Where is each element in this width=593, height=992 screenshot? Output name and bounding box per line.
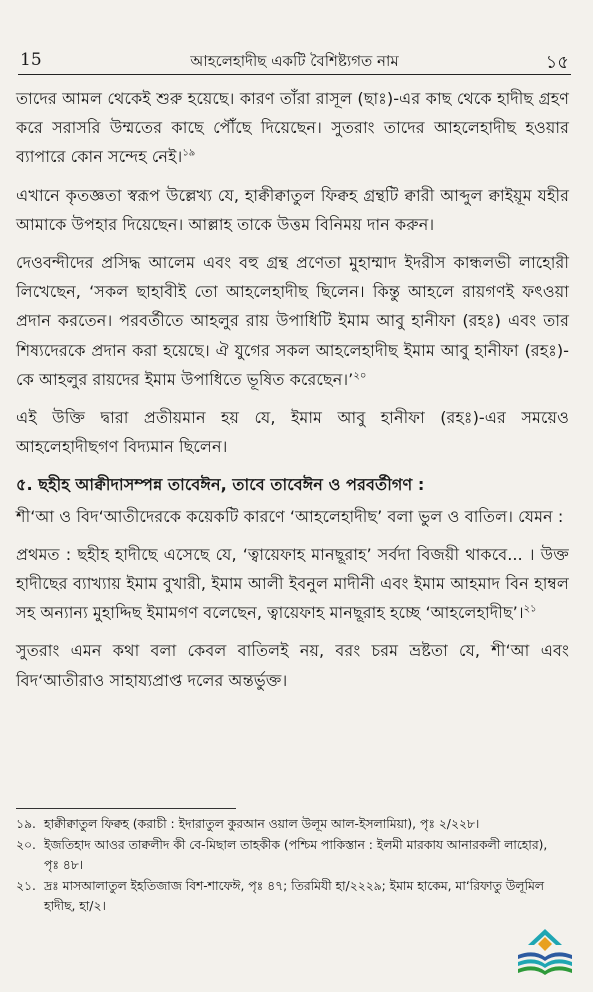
paragraph-6-text: প্রথমত : ছহীহ হাদীছে এসেছে যে, ‘ত্বায়েফাহ মানছূরাহ’ সর্বদা বিজয়ী থাকবে... । উক্ত হাদীছের ব্যাখ্যায় ইমাম বুখারী, ইমাম আলী ইবনুল মাদীনী এবং ইমাম আহমাদ বিন হাম্বল সহ অন্যান্য মুহাদ্দিছ ইমামগণ বলেছেন, ত্বায়েফাহ মানছূরাহ হচ্ছে ‘আহলেহাদীছ’। bbox=[16, 544, 569, 623]
footnote-ref-20: ২০ bbox=[353, 370, 367, 382]
page-number-left: 15 bbox=[20, 50, 42, 70]
footnote-ref-21: ২১ bbox=[523, 603, 537, 615]
footnote-text: ইজতিহাদ আওর তাক্বলীদ কী বে-মিছাল তাহকীক (পশ্চিম পাকিস্তান : ইলমী মারকায আনারকলী লাহোর), পৃঃ ৪৮। bbox=[44, 837, 548, 872]
main-text bbox=[16, 84, 569, 704]
footnote-divider bbox=[16, 808, 236, 809]
publisher-logo-icon bbox=[512, 925, 578, 980]
footnote-item bbox=[16, 814, 559, 835]
logo-book-top-shape bbox=[518, 952, 572, 961]
paragraph-3-text: দেওবন্দীদের প্রসিদ্ধ আলেম এবং বহু গ্রন্থ প্রণেতা মুহাম্মাদ ইদরীস কান্ধলভী লাহোরী লিখেছেন, ‘সকল ছাহাবীই তো আহলেহাদীছ ছিলেন। কিন্তু আহলে রায়গণই ফৎওয়া প্রদান করতেন। পরবর্তীতে আহলুর রায় উপাধিটি ইমাম আবু হানীফা (রহঃ) এবং তার শিষ্যদেরকে প্রদান করা হয়েছে। ঐ যুগের সকল আহলেহাদীছ ইমাম আবু হানীফা (রহঃ)-কে আহলুর রায়দের ইমাম উপাধিতে ভূষিত করেছেন।’ bbox=[16, 253, 569, 389]
paragraph-5: শী‘আ ও বিদ‘আতীদেরকে কয়েকটি কারণে ‘আহলেহাদীছ’ বলা ভুল ও বাতিল। যেমন : bbox=[16, 506, 564, 526]
running-title: আহলেহাদীছ একটি বৈশিষ্ট্যগত নাম bbox=[190, 52, 399, 70]
footnote-number: ১৯. bbox=[16, 817, 36, 831]
footnote-item bbox=[16, 835, 559, 876]
footnote-text: হাক্বীক্বাতুল ফিক্বহ (করাচী : ইদারাতুল কুরআন ওয়াল উলূম আল-ইসলামিয়া), পৃঃ ২/২২৮। bbox=[44, 817, 480, 831]
footnote-number: ২১. bbox=[16, 878, 36, 893]
page-number-right: ১৫ bbox=[545, 52, 569, 73]
footnotes bbox=[16, 814, 559, 917]
paragraph-1 bbox=[16, 84, 569, 172]
footnote-item bbox=[16, 876, 559, 917]
paragraph-3 bbox=[16, 248, 569, 394]
footnote-text: দ্রঃ মাসআলাতুল ইহতিজাজ বিশ-শাফেঈ, পৃঃ ৪৭; তিরমিযী হা/২২২৯; ইমাম হাকেম, মা‘রিফাতু উলূমিল হাদীছ, হা/২। bbox=[44, 878, 544, 913]
paragraph-4: এই উক্তি দ্বারা প্রতীয়মান হয় যে, ইমাম আবু হানীফা (রহঃ)-এর সময়েও আহলেহাদীছগণ বিদ্যমান ছিলেন। bbox=[16, 408, 569, 457]
section-heading: ৫. ছহীহ আক্বীদাসম্পন্ন তাবেঈন, তাবে তাবেঈন ও পরবর্তীগণ : bbox=[16, 475, 425, 495]
paragraph-1-text: তাদের আমল থেকেই শুরু হয়েছে। কারণ তাঁরা রাসূল (ছাঃ)-এর কাছ থেকে হাদীছ গ্রহণ করে সরাসরি উম্মতের কাছে পৌঁছে দিয়েছেন। সুতরাং তাদের আহলেহাদীছ হওয়ার ব্যাপারে কোন সন্দেহ নেই। bbox=[16, 89, 569, 167]
paragraph-2: এখানে কৃতজ্ঞতা স্বরূপ উল্লেখ্য যে, হাক্বীক্বাতুল ফিক্বহ গ্রন্থটি ক্বারী আব্দুল ক্বাইয়ূম যহীর আমাকে উপহার দিয়েছেন। আল্লাহ তাকে উত্তম বিনিময় দান করুন। bbox=[16, 185, 569, 234]
paragraph-7: সুতরাং এমন কথা বলা কেবল বাতিলই নয়, বরং চরম ভ্রষ্টতা যে, শী‘আ এবং বিদ‘আতীরাও সাহায্যপ্রাপ্ত দলের অন্তর্ভুক্ত। bbox=[16, 641, 569, 690]
page-header bbox=[18, 46, 571, 75]
paragraph-6 bbox=[16, 540, 569, 628]
footnote-ref-19: ১৯ bbox=[182, 148, 196, 160]
footnote-number: ২০. bbox=[16, 837, 36, 852]
